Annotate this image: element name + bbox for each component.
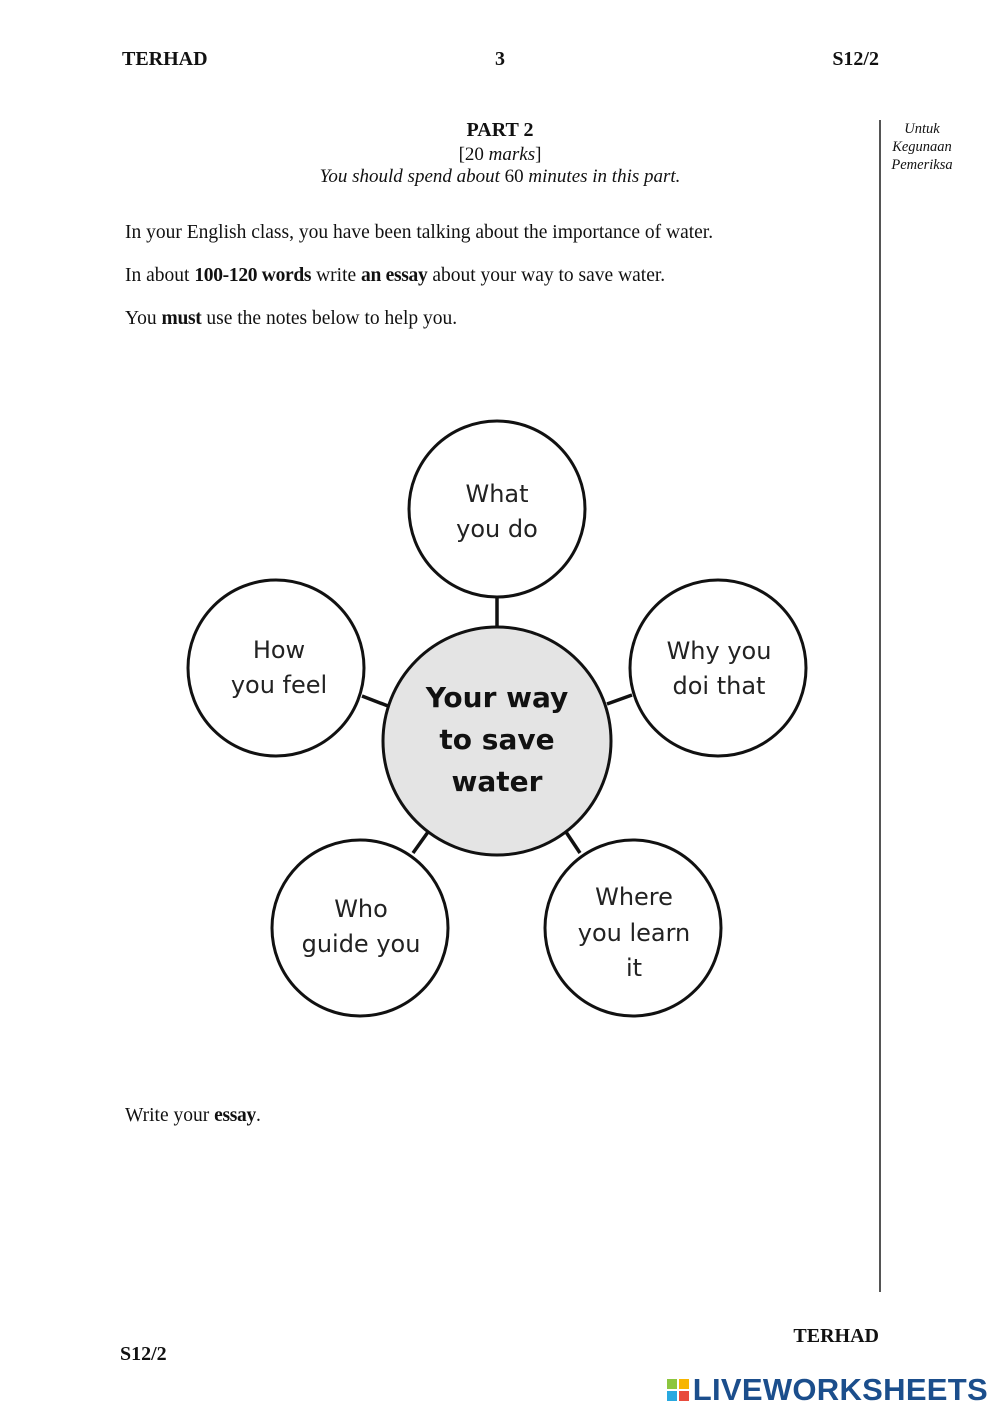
footer-left-code: S12/2 — [120, 1343, 167, 1365]
p2-text-b: write — [311, 265, 362, 286]
liveworksheets-logo-icon — [667, 1379, 689, 1401]
examiner-note-line1: Untuk — [904, 121, 940, 137]
examiner-note-line3: Pemeriksa — [891, 157, 953, 173]
node-bottom-left-line1: Who — [334, 895, 388, 923]
must-term: must — [161, 308, 202, 329]
header-right-code: S12/2 — [832, 48, 879, 70]
node-circle-bottom-left — [272, 840, 448, 1016]
time-minutes: 60 — [504, 166, 524, 187]
node-right-line1: Why you — [666, 637, 772, 665]
node-circle-left — [188, 580, 364, 756]
time-text-a: You should spend about — [319, 166, 505, 187]
node-right-line2: doi that — [672, 672, 766, 700]
p2-text-c: about your way to save water. — [427, 265, 666, 286]
word-count: 100-120 words — [194, 265, 312, 286]
footer-right-label: TERHAD — [793, 1325, 879, 1347]
node-bottom-right-line1: Where — [595, 883, 673, 911]
node-left-line2: you feel — [230, 671, 328, 699]
marks-close: ] — [535, 144, 542, 165]
node-circle-top — [409, 421, 585, 597]
node-left-line1: How — [252, 636, 306, 664]
instruction-paragraph-1: In your English class, you have been talking about the importance of water. — [125, 222, 714, 243]
connector-left — [362, 696, 388, 706]
brand-text: LIVEWORKSHEETS — [692, 1372, 988, 1407]
time-text-b: minutes in this part. — [523, 166, 681, 187]
node-top-line1: What — [465, 480, 529, 508]
node-top-line2: you do — [456, 515, 538, 543]
write-essay-instruction — [125, 1105, 261, 1127]
center-line2: to save — [439, 723, 555, 756]
connector-bottom-left — [413, 832, 428, 853]
center-line3: water — [451, 765, 543, 798]
essay-term: an essay — [361, 265, 428, 286]
center-line1: Your way — [425, 681, 569, 714]
p3-text-a: You — [125, 308, 162, 329]
liveworksheets-brand[interactable] — [667, 1372, 988, 1408]
node-circle-right — [630, 580, 806, 756]
p2-text-a: In about — [125, 265, 195, 286]
p4-text-b: . — [255, 1105, 261, 1126]
examiner-note-line2: Kegunaan — [892, 139, 952, 155]
node-bottom-left-line2: guide you — [301, 930, 421, 958]
p4-text-a: Write your — [125, 1105, 215, 1126]
marks-word: marks — [488, 144, 536, 165]
node-bottom-right-line3: it — [625, 954, 643, 982]
p3-text-b: use the notes below to help you. — [201, 308, 458, 329]
marks-open: [20 — [458, 144, 489, 165]
connector-bottom-right — [566, 832, 580, 853]
connector-right — [607, 695, 632, 704]
essay-term-2: essay — [214, 1105, 256, 1126]
header-left-label: TERHAD — [122, 48, 208, 70]
node-bottom-right-line2: you learn — [577, 919, 691, 947]
part-title: PART 2 — [466, 119, 534, 141]
page-number: 3 — [495, 48, 505, 70]
